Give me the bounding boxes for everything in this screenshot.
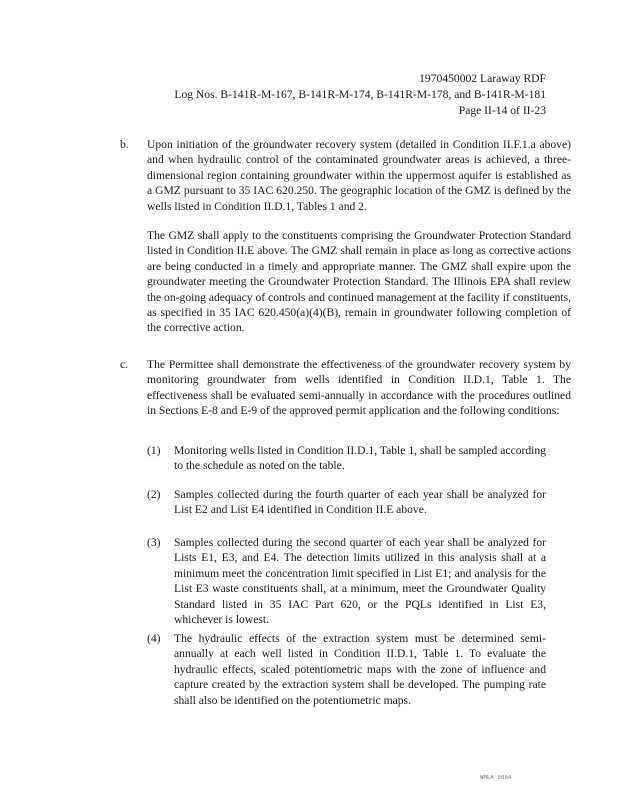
item-body [147, 137, 571, 350]
subcondition-text: The hydraulic effects of the extraction system must be determined semi-annually at each well listed in Condition II.D.1, Table 1. To evaluate the hydraulic effects, scaled potentiometric maps with the zone of influence and capture created by the extraction system shall be developed. The pumping rate shall also be identified on the potentiometric maps. [174, 632, 546, 707]
subcondition-number: (1) [147, 444, 161, 457]
header-page-number: Page II-14 of II-23 [458, 104, 546, 117]
subcondition-number: (4) [147, 632, 161, 645]
subcondition-text: Monitoring wells listed in Condition II.D.1, Table 1, shall be sampled according to the schedule as noted on the table. [174, 444, 546, 473]
item-label: c. [120, 358, 129, 371]
subcondition-number: (2) [147, 488, 161, 501]
item-body [147, 357, 571, 433]
header-facility-id: 1970450002 Laraway RDF [419, 72, 546, 85]
paragraph: Upon initiation of the groundwater recovery system (detailed in Condition II.F.1.a above) and when hydraulic control of the contaminated groundwater areas is achieved, a three-dimensional region containing groundwater within the uppermost aquifer is established as a GMZ pursuant to 35 IAC 620.250. The geographic location of the GMZ is defined by the wells listed in Condition II.D.1, Tables 1 and 2. [147, 138, 571, 213]
bates-stamp: WMLA_0004 [480, 775, 512, 781]
subcondition-text: Samples collected during the fourth quarter of each year shall be analyzed for List E2 and List E4 identified in Condition II.E above. [174, 488, 546, 517]
item-label: b. [120, 138, 129, 151]
paragraph: The Permittee shall demonstrate the effectiveness of the groundwater recovery system by monitoring groundwater from wells identified in Condition II.D.1, Table 1. The effectiveness shall be evaluated semi-annually in accordance with the procedures outlined in Sections E-8 and E-9 of the approved permit application and the following conditions: [147, 358, 571, 418]
header-log-numbers: Log Nos. B-141R-M-167, B-141R-M-174, B-141R-M-178, and B-141R-M-181 [174, 88, 546, 101]
subcondition-text: Samples collected during the second quarter of each year shall be analyzed for Lists E1, E3, and E4. The detection limits utilized in this analysis shall at a minimum meet the concentration limit specified in List E1; and analysis for the List E3 waste constituents shall, at a minimum, meet the Groundwater Quality Standard listed in 35 IAC Part 620, or the PQLs identified in List E3, whichever is lowest. [174, 536, 546, 627]
page-header [174, 71, 546, 119]
paragraph: The GMZ shall apply to the constituents comprising the Groundwater Protection Standard listed in Condition II.E above. The GMZ shall remain in place as long as corrective actions are being conducted in a timely and appropriate manner. The GMZ shall expire upon the groundwater meeting the Groundwater Protection Standard. The Illinois EPA shall review the on-going adequacy of controls and continued management at the facility if constituents, as specified in 35 IAC 620.450(a)(4)(B), remain in groundwater following completion of the corrective action. [147, 229, 572, 335]
subcondition-number: (3) [147, 536, 161, 549]
